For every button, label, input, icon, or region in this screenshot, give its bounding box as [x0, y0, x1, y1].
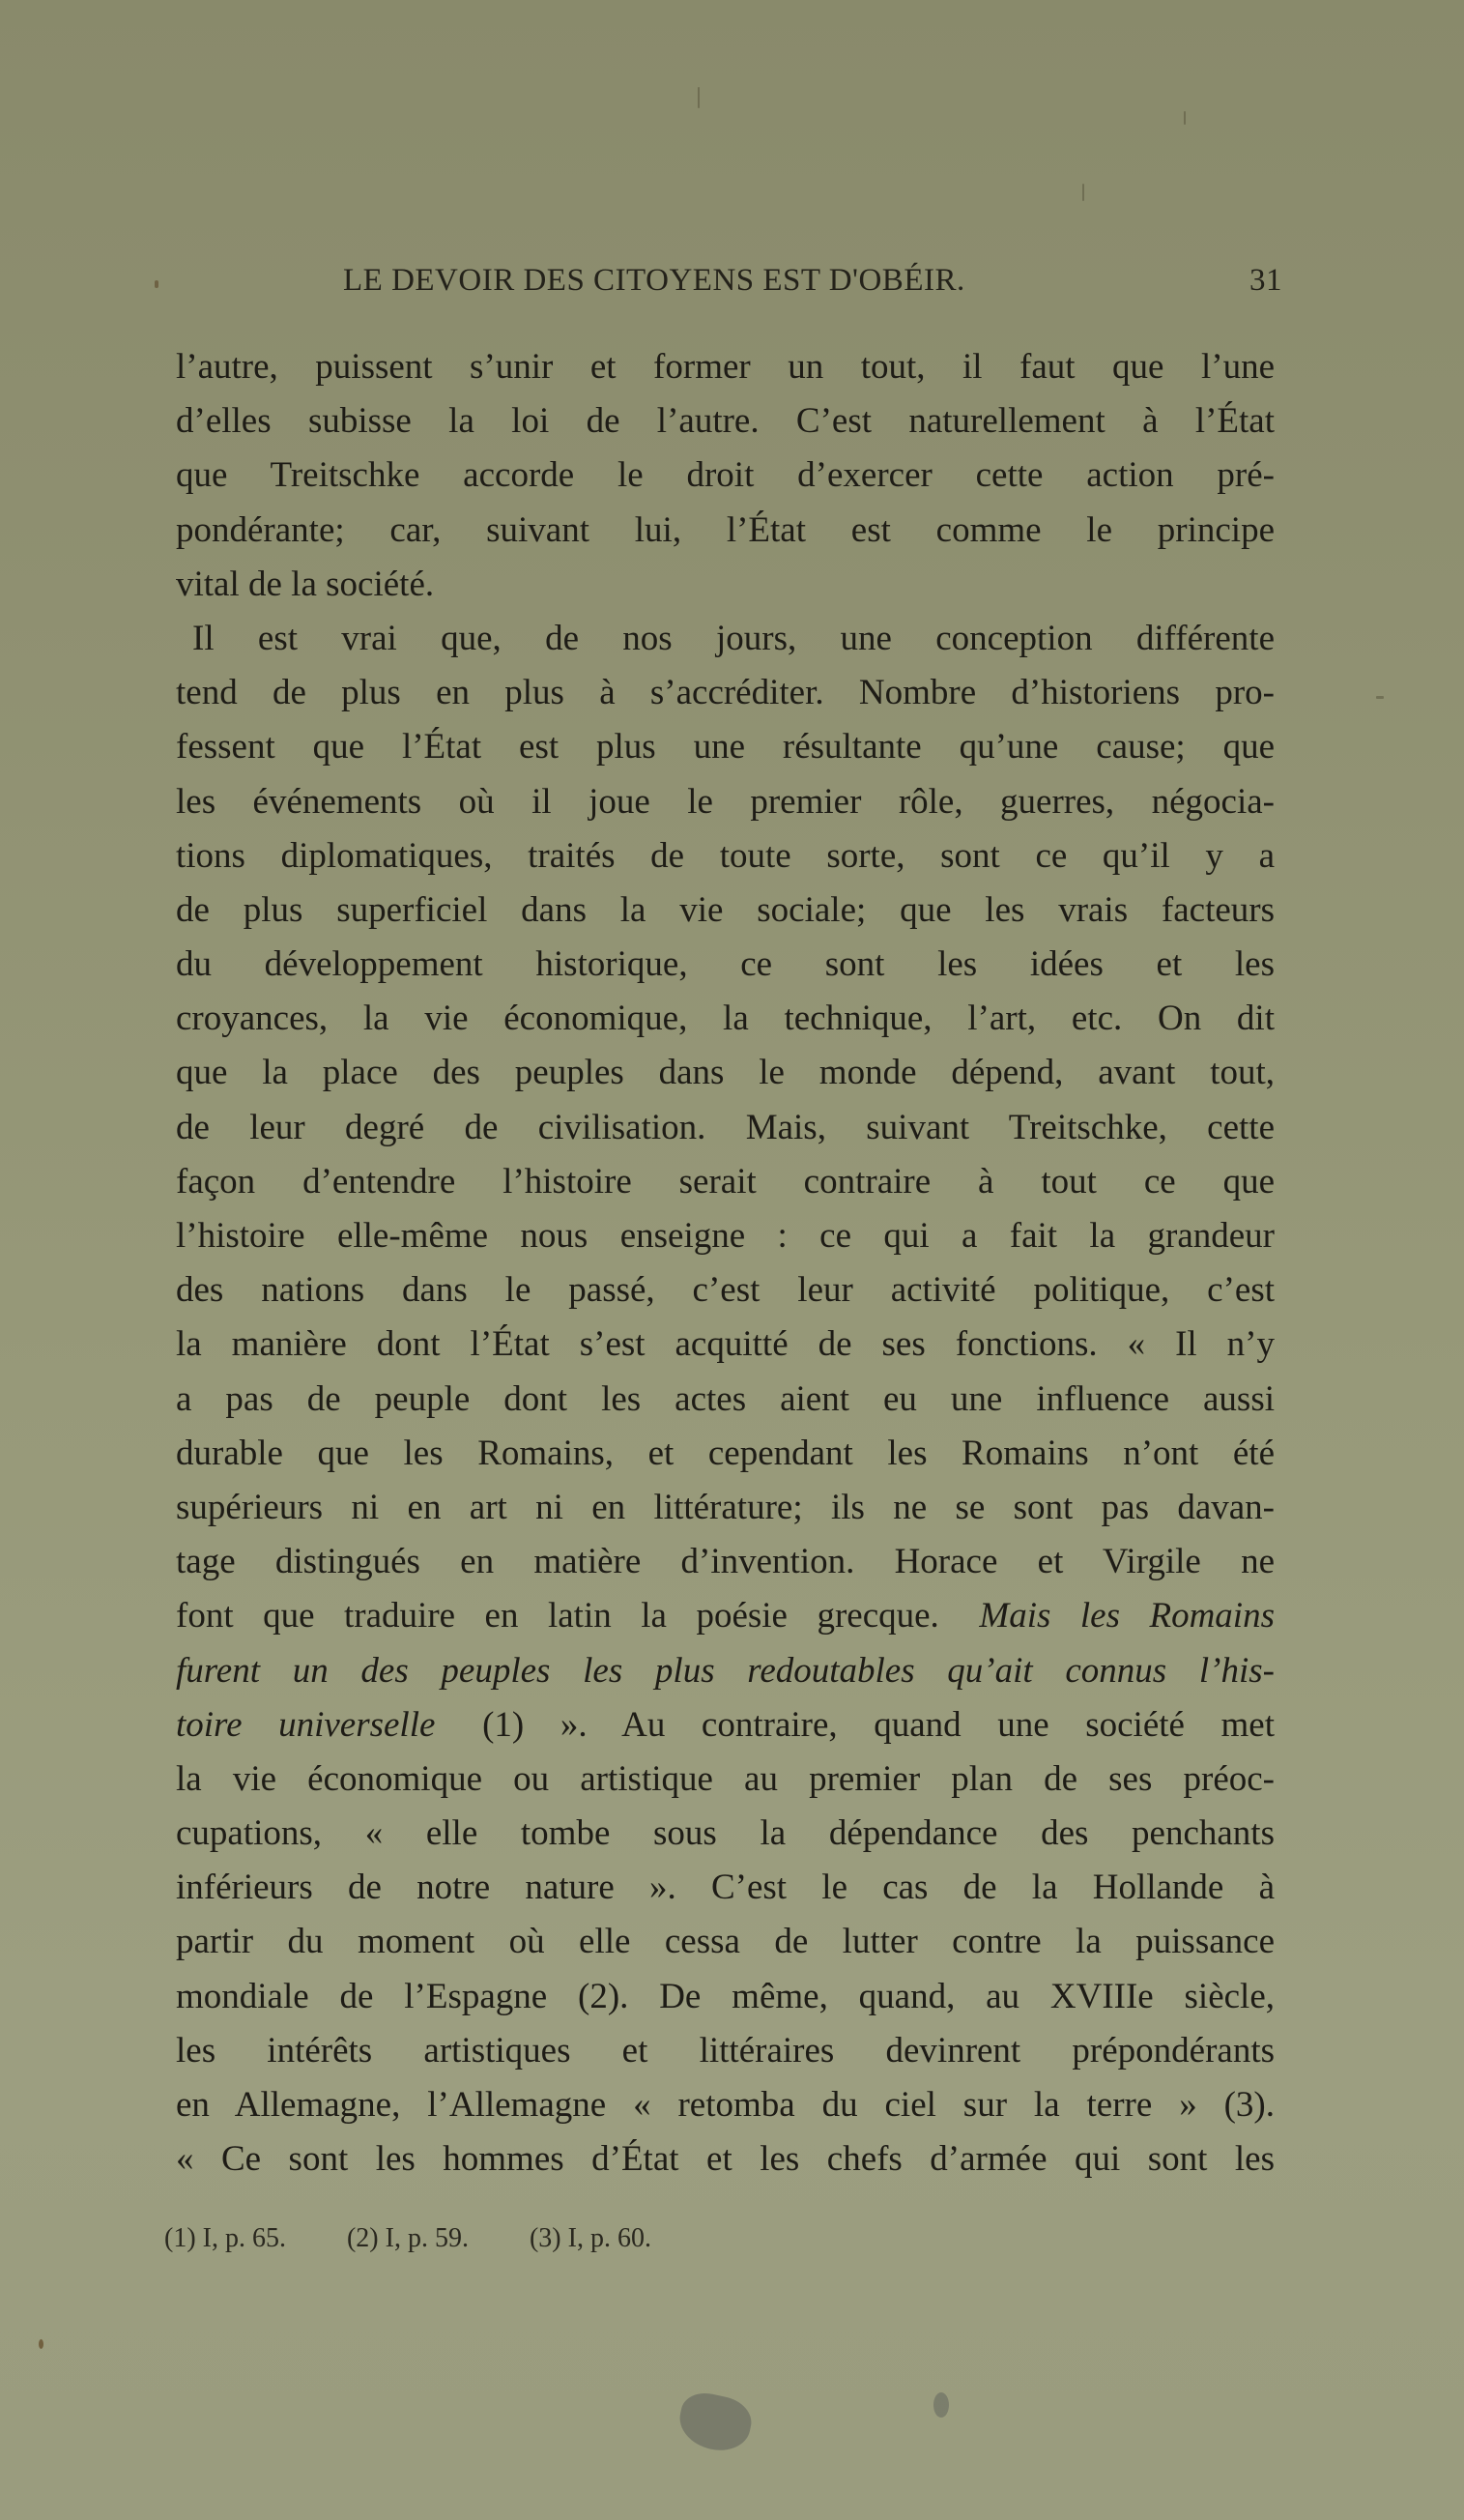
running-head-title: LE DEVOIR DES CITOYENS EST D'OBÉIR. [343, 263, 965, 298]
page-number: 31 [1249, 263, 1282, 298]
text-line: la vie économique ou artistique au premier plan de ses préoc- [176, 1758, 1275, 1799]
text-line: du développement historique, ce sont les idées et les [176, 944, 1275, 985]
text-line: partir du moment où elle cessa de lutter contre la puissance [176, 1922, 1275, 1962]
text-line: supérieurs ni en art ni en littérature; ils ne se sont pas davan- [176, 1487, 1275, 1527]
text-line: de plus superficiel dans la vie sociale; que les vrais facteurs [176, 889, 1275, 930]
text-line: des nations dans le passé, c’est leur activité politique, c’est [176, 1270, 1275, 1311]
text-line: tend de plus en plus à s’accréditer. Nombre d’historiens pro- [176, 673, 1275, 713]
text-line: a pas de peuple dont les actes aient eu une influence aussi [176, 1378, 1275, 1419]
text-line: la manière dont l’État s’est acquitté de ses fonctions. « Il n’y [176, 1324, 1275, 1365]
text-line: inférieurs de notre nature ». C’est le cas de la Hollande à [176, 1868, 1275, 1908]
text-line-italic [176, 1644, 1275, 1698]
footnote-ref-text: (1) ». Au contraire, quand une société met [482, 1704, 1275, 1745]
italic-quote: Mais les Romains [979, 1596, 1275, 1637]
text-line: cupations, « elle tombe sous la dépendance des penchants [176, 1813, 1275, 1854]
text-line: fessent que l’État est plus une résultante qu’une cause; que [176, 727, 1275, 768]
text-line: en Allemagne, l’Allemagne « retomba du ciel sur la terre » (3). [176, 2085, 1275, 2125]
text-line: l’histoire elle-même nous enseigne : ce qui a fait la grandeur [176, 1216, 1275, 1256]
paper-fiber [1376, 696, 1384, 699]
italic-quote: furent un des peuples les plus redoutables qu’ait connus l’his- [176, 1650, 1275, 1691]
footnote-2: (2) I, p. 59. [346, 2223, 469, 2253]
footnote-1: (1) I, p. 65. [164, 2223, 286, 2253]
text-line: que la place des peuples dans le monde dépend, avant tout, [176, 1053, 1275, 1093]
text-line [176, 1589, 1275, 1643]
text-line: pondérante; car, suivant lui, l’État est comme le principe [176, 509, 1275, 550]
text-line: durable que les Romains, et cependant les Romains n’ont été [176, 1433, 1275, 1473]
text-line: que Treitschke accorde le droit d’exercer cette action pré- [176, 455, 1275, 496]
text-line: d’elles subisse la loi de l’autre. C’est naturellement à l’État [176, 401, 1275, 442]
paper-fiber [698, 87, 700, 108]
text-segment: font que traduire en latin la poésie grecque. [176, 1596, 939, 1637]
footnote-3: (3) I, p. 60. [529, 2223, 651, 2253]
text-line [176, 1698, 1275, 1752]
text-line: de leur degré de civilisation. Mais, suivant Treitschke, cette [176, 1107, 1275, 1147]
text-line-paragraph-start: Il est vrai que, de nos jours, une conception différente [192, 618, 1275, 658]
text-line: vital de la société. [176, 564, 435, 604]
paper-fiber [1082, 184, 1084, 201]
text-line: mondiale de l’Espagne (2). De même, quand, au XVIIIe siècle, [176, 1976, 1275, 2016]
paper-fiber [1184, 111, 1186, 125]
paper-speck [39, 2339, 43, 2349]
text-line: les événements où il joue le premier rôle, guerres, négocia- [176, 781, 1275, 822]
ink-smudge [933, 2392, 949, 2418]
text-line: tions diplomatiques, traités de toute sorte, sont ce qu’il y a [176, 835, 1275, 876]
body-text [176, 340, 1275, 2187]
ink-smudge [675, 2389, 756, 2456]
text-line: façon d’entendre l’histoire serait contraire à tout ce que [176, 1161, 1275, 1202]
text-line: l’autre, puissent s’unir et former un tout, il faut que l’une [176, 347, 1275, 387]
running-head [314, 263, 1282, 305]
italic-quote: toire universelle [176, 1704, 436, 1745]
text-line: « Ce sont les hommes d’État et les chefs d’armée qui sont les [176, 2139, 1275, 2180]
paper-speck [155, 280, 158, 288]
text-line: les intérêts artistiques et littéraires devinrent prépondérants [176, 2030, 1275, 2071]
text-line: tage distingués en matière d’invention. Horace et Virgile ne [176, 1542, 1275, 1582]
footnotes [164, 2223, 705, 2254]
text-line: croyances, la vie économique, la technique, l’art, etc. On dit [176, 999, 1275, 1039]
